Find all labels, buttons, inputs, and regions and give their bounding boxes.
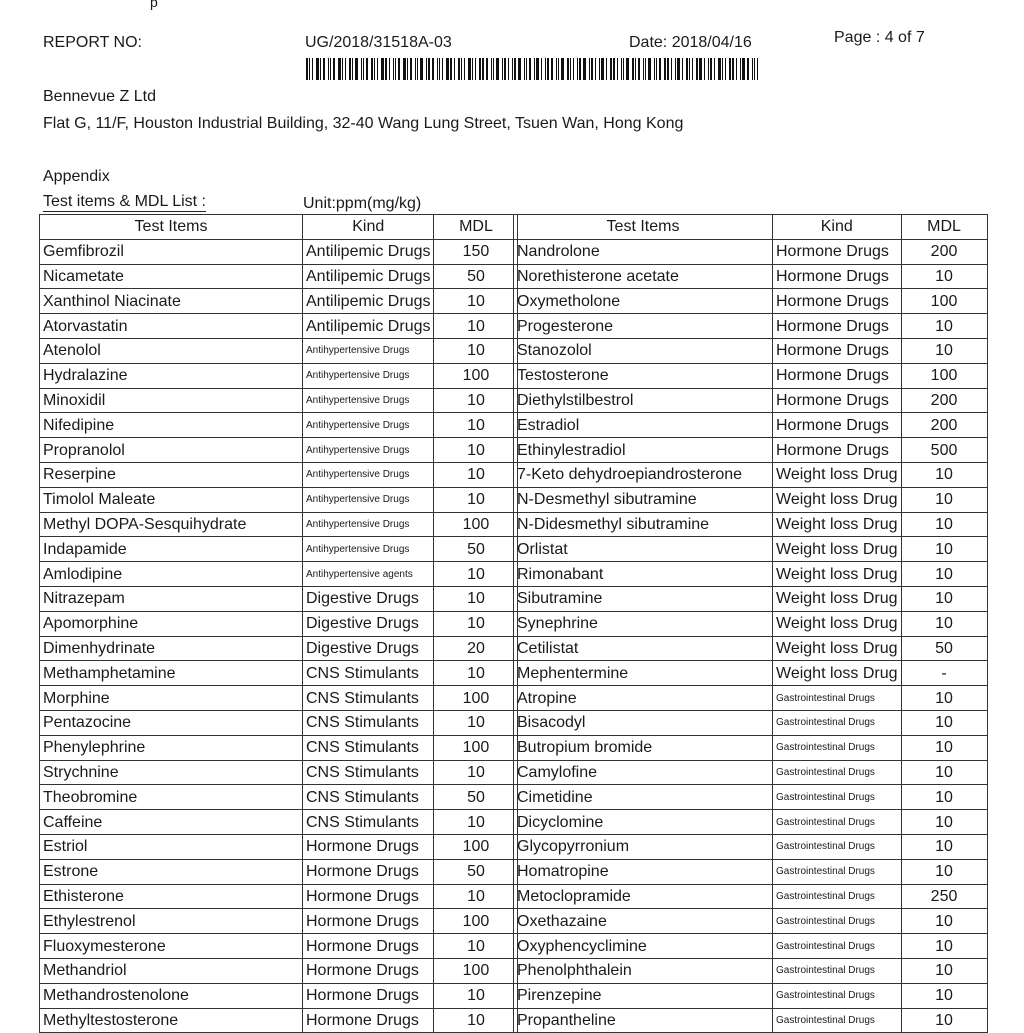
cell-test-item: Methandriol (40, 958, 303, 983)
cell-mdl: 200 (901, 239, 987, 264)
table-row (40, 859, 518, 884)
cell-mdl: 200 (901, 413, 987, 438)
table-row (40, 537, 518, 562)
cell-mdl: 100 (434, 512, 518, 537)
cell-mdl: 10 (901, 735, 987, 760)
cell-mdl: 10 (901, 314, 987, 339)
cell-mdl: 10 (901, 338, 987, 363)
table-row (40, 958, 518, 983)
cell-test-item: Ethinylestradiol (514, 438, 773, 463)
cell-test-item: Methyl DOPA-Sesquihydrate (40, 512, 303, 537)
cell-kind: Hormone Drugs (303, 958, 434, 983)
table-row (40, 983, 518, 1008)
cell-kind: Weight loss Drug (773, 562, 902, 587)
cell-mdl: 10 (901, 958, 987, 983)
table-row (40, 710, 518, 735)
cell-test-item: Pirenzepine (514, 983, 773, 1008)
cell-test-item: Estrone (40, 859, 303, 884)
table-row (514, 934, 988, 959)
cell-test-item: Propranolol (40, 438, 303, 463)
table-row (40, 785, 518, 810)
test-items-table-left (39, 214, 518, 1033)
cell-test-item: Atenolol (40, 338, 303, 363)
table-row (40, 562, 518, 587)
cell-mdl: 10 (434, 314, 518, 339)
cell-kind: Weight loss Drug (773, 586, 902, 611)
cell-kind: Digestive Drugs (303, 586, 434, 611)
table-row (514, 884, 988, 909)
cell-kind: Antilipemic Drugs (303, 264, 434, 289)
cell-kind: Hormone Drugs (303, 934, 434, 959)
table-row (40, 512, 518, 537)
cell-test-item: Strychnine (40, 760, 303, 785)
cell-test-item: 7-Keto dehydroepiandrosterone (514, 462, 773, 487)
table-row (514, 760, 988, 785)
cell-test-item: Propantheline (514, 1008, 773, 1033)
cell-kind: Hormone Drugs (303, 834, 434, 859)
cell-test-item: Dicyclomine (514, 810, 773, 835)
cell-mdl: 150 (434, 239, 518, 264)
table-row (40, 661, 518, 686)
table-row (40, 363, 518, 388)
cell-mdl: 10 (434, 983, 518, 1008)
cell-test-item: Cetilistat (514, 636, 773, 661)
cell-test-item: Methyltestosterone (40, 1008, 303, 1033)
cell-test-item: Morphine (40, 686, 303, 711)
table-row (514, 834, 988, 859)
table-row (514, 239, 988, 264)
table-row (514, 710, 988, 735)
table-row (514, 537, 988, 562)
cell-mdl: 100 (434, 909, 518, 934)
cell-test-item: Synephrine (514, 611, 773, 636)
cell-test-item: Metoclopramide (514, 884, 773, 909)
table-row (514, 958, 988, 983)
cell-mdl: 10 (901, 512, 987, 537)
cell-kind: Weight loss Drug (773, 487, 902, 512)
cell-kind: Antihypertensive Drugs (303, 413, 434, 438)
cell-kind: Gastrointestinal Drugs (773, 958, 902, 983)
cell-mdl: 100 (434, 363, 518, 388)
cell-kind: Hormone Drugs (773, 438, 902, 463)
cell-mdl: 10 (901, 264, 987, 289)
cell-mdl: 10 (901, 487, 987, 512)
cell-kind: Hormone Drugs (773, 363, 902, 388)
cell-kind: Hormone Drugs (773, 388, 902, 413)
cell-kind: CNS Stimulants (303, 661, 434, 686)
table-row (40, 289, 518, 314)
cell-mdl: 250 (901, 884, 987, 909)
table-row (514, 686, 988, 711)
cell-test-item: Estradiol (514, 413, 773, 438)
cell-mdl: 50 (434, 537, 518, 562)
cell-mdl: 10 (434, 1008, 518, 1033)
table-row (40, 934, 518, 959)
cell-mdl: 10 (901, 611, 987, 636)
cell-kind: Antihypertensive Drugs (303, 512, 434, 537)
cell-test-item: Testosterone (514, 363, 773, 388)
cell-mdl: 10 (434, 562, 518, 587)
company-name: Bennevue Z Ltd (43, 88, 156, 105)
table-row (40, 586, 518, 611)
table-row (40, 760, 518, 785)
cell-mdl: 50 (901, 636, 987, 661)
cell-kind: Weight loss Drug (773, 661, 902, 686)
cell-mdl: 10 (434, 413, 518, 438)
cell-test-item: Orlistat (514, 537, 773, 562)
cell-mdl: 10 (434, 760, 518, 785)
report-label: REPORT NO: (43, 34, 142, 51)
cell-test-item: Methamphetamine (40, 661, 303, 686)
cell-mdl: 200 (901, 388, 987, 413)
cell-test-item: Fluoxymesterone (40, 934, 303, 959)
cell-mdl: 10 (901, 909, 987, 934)
table-row (40, 487, 518, 512)
table-row (514, 810, 988, 835)
table-row (40, 338, 518, 363)
cell-kind: Hormone Drugs (773, 314, 902, 339)
cell-mdl: 10 (901, 686, 987, 711)
cell-mdl: 20 (434, 636, 518, 661)
cell-test-item: Rimonabant (514, 562, 773, 587)
cell-test-item: Pentazocine (40, 710, 303, 735)
cell-mdl: 10 (901, 537, 987, 562)
cell-test-item: Oxyphencyclimine (514, 934, 773, 959)
table-row (40, 686, 518, 711)
report-number: UG/2018/31518A-03 (305, 34, 452, 51)
cell-mdl: 100 (434, 735, 518, 760)
unit-label: Unit:ppm(mg/kg) (303, 195, 422, 212)
cell-kind: Hormone Drugs (303, 884, 434, 909)
table-row (514, 413, 988, 438)
cell-mdl: 10 (434, 710, 518, 735)
cell-kind: Hormone Drugs (773, 264, 902, 289)
cell-kind: Hormone Drugs (773, 413, 902, 438)
cell-test-item: Theobromine (40, 785, 303, 810)
top-cut-text: p (150, 0, 158, 10)
cell-kind: CNS Stimulants (303, 710, 434, 735)
table-row (514, 785, 988, 810)
cell-kind: Antihypertensive agents (303, 562, 434, 587)
cell-test-item: Homatropine (514, 859, 773, 884)
cell-test-item: Phenylephrine (40, 735, 303, 760)
cell-mdl: 10 (901, 760, 987, 785)
cell-kind: Antihypertensive Drugs (303, 338, 434, 363)
column-header-test-items: Test Items (40, 215, 303, 240)
cell-kind: CNS Stimulants (303, 686, 434, 711)
cell-kind: Gastrointestinal Drugs (773, 1008, 902, 1033)
cell-test-item: Oxymetholone (514, 289, 773, 314)
cell-test-item: Hydralazine (40, 363, 303, 388)
cell-mdl: 10 (434, 810, 518, 835)
cell-test-item: Bisacodyl (514, 710, 773, 735)
cell-mdl: 10 (434, 289, 518, 314)
cell-test-item: Nitrazepam (40, 586, 303, 611)
cell-kind: Antihypertensive Drugs (303, 537, 434, 562)
column-header-mdl: MDL (434, 215, 518, 240)
cell-mdl: 10 (901, 710, 987, 735)
table-row (40, 611, 518, 636)
cell-test-item: Cimetidine (514, 785, 773, 810)
table-row (514, 264, 988, 289)
cell-kind: Weight loss Drug (773, 512, 902, 537)
table-row (514, 586, 988, 611)
cell-mdl: 100 (434, 958, 518, 983)
cell-test-item: Ethylestrenol (40, 909, 303, 934)
table-row (40, 810, 518, 835)
cell-test-item: Butropium bromide (514, 735, 773, 760)
cell-mdl: 100 (434, 686, 518, 711)
table-row (514, 438, 988, 463)
cell-mdl: 10 (901, 859, 987, 884)
cell-test-item: Sibutramine (514, 586, 773, 611)
column-header-kind: Kind (303, 215, 434, 240)
table-row (40, 413, 518, 438)
cell-kind: Antihypertensive Drugs (303, 462, 434, 487)
cell-kind: Gastrointestinal Drugs (773, 735, 902, 760)
table-row (514, 512, 988, 537)
table-row (40, 314, 518, 339)
cell-mdl: 50 (434, 785, 518, 810)
cell-test-item: Camylofine (514, 760, 773, 785)
table-row (514, 289, 988, 314)
cell-kind: Antilipemic Drugs (303, 314, 434, 339)
cell-mdl: - (901, 661, 987, 686)
table-row (514, 636, 988, 661)
cell-test-item: Progesterone (514, 314, 773, 339)
cell-test-item: Ethisterone (40, 884, 303, 909)
cell-mdl: 10 (901, 934, 987, 959)
cell-test-item: Nifedipine (40, 413, 303, 438)
test-items-table-right (513, 214, 988, 1033)
table-row (514, 661, 988, 686)
report-date: Date: 2018/04/16 (629, 34, 752, 51)
table-row (514, 388, 988, 413)
cell-mdl: 10 (901, 586, 987, 611)
cell-kind: CNS Stimulants (303, 810, 434, 835)
cell-test-item: Mephentermine (514, 661, 773, 686)
table-header-row (40, 215, 518, 240)
cell-kind: Gastrointestinal Drugs (773, 909, 902, 934)
cell-kind: Antilipemic Drugs (303, 239, 434, 264)
cell-kind: Digestive Drugs (303, 636, 434, 661)
cell-test-item: Norethisterone acetate (514, 264, 773, 289)
page-number: Page : 4 of 7 (834, 29, 925, 46)
barcode-image (306, 58, 764, 80)
cell-mdl: 500 (901, 438, 987, 463)
cell-mdl: 10 (434, 934, 518, 959)
table-row (40, 388, 518, 413)
cell-kind: Antihypertensive Drugs (303, 363, 434, 388)
cell-test-item: Dimenhydrinate (40, 636, 303, 661)
cell-kind: Weight loss Drug (773, 611, 902, 636)
cell-test-item: Nicametate (40, 264, 303, 289)
company-address: Flat G, 11/F, Houston Industrial Building, 32-40 Wang Lung Street, Tsuen Wan, Hong Kong (43, 115, 684, 132)
table-row (40, 834, 518, 859)
table-row (40, 264, 518, 289)
cell-kind: Gastrointestinal Drugs (773, 884, 902, 909)
cell-mdl: 10 (901, 983, 987, 1008)
column-header-mdl: MDL (901, 215, 987, 240)
cell-mdl: 10 (434, 388, 518, 413)
cell-mdl: 10 (434, 462, 518, 487)
cell-test-item: Stanozolol (514, 338, 773, 363)
cell-kind: Weight loss Drug (773, 636, 902, 661)
cell-test-item: Timolol Maleate (40, 487, 303, 512)
cell-mdl: 10 (434, 438, 518, 463)
column-header-kind: Kind (773, 215, 902, 240)
cell-kind: Antihypertensive Drugs (303, 388, 434, 413)
cell-test-item: Phenolphthalein (514, 958, 773, 983)
cell-test-item: Gemfibrozil (40, 239, 303, 264)
table-row (40, 884, 518, 909)
table-row (514, 462, 988, 487)
cell-mdl: 10 (901, 834, 987, 859)
table-row (40, 239, 518, 264)
table-row (40, 438, 518, 463)
cell-kind: CNS Stimulants (303, 760, 434, 785)
cell-test-item: Apomorphine (40, 611, 303, 636)
cell-test-item: Atropine (514, 686, 773, 711)
cell-test-item: Minoxidil (40, 388, 303, 413)
cell-kind: Digestive Drugs (303, 611, 434, 636)
cell-mdl: 10 (434, 338, 518, 363)
cell-mdl: 100 (901, 363, 987, 388)
cell-test-item: N-Desmethyl sibutramine (514, 487, 773, 512)
cell-mdl: 10 (434, 661, 518, 686)
table-row (514, 611, 988, 636)
cell-mdl: 10 (434, 611, 518, 636)
cell-kind: Gastrointestinal Drugs (773, 785, 902, 810)
cell-mdl: 10 (434, 884, 518, 909)
cell-test-item: Indapamide (40, 537, 303, 562)
cell-kind: Gastrointestinal Drugs (773, 686, 902, 711)
cell-kind: Gastrointestinal Drugs (773, 760, 902, 785)
table-row (514, 909, 988, 934)
cell-kind: Hormone Drugs (303, 859, 434, 884)
cell-kind: Hormone Drugs (303, 1008, 434, 1033)
cell-test-item: Atorvastatin (40, 314, 303, 339)
cell-kind: Hormone Drugs (773, 289, 902, 314)
table-row (514, 562, 988, 587)
table-row (514, 487, 988, 512)
cell-kind: Hormone Drugs (303, 909, 434, 934)
cell-kind: Gastrointestinal Drugs (773, 834, 902, 859)
table-row (514, 859, 988, 884)
cell-kind: Gastrointestinal Drugs (773, 934, 902, 959)
cell-kind: CNS Stimulants (303, 785, 434, 810)
cell-test-item: Amlodipine (40, 562, 303, 587)
table-row (40, 909, 518, 934)
appendix-heading: Appendix (43, 168, 110, 185)
cell-test-item: Xanthinol Niacinate (40, 289, 303, 314)
cell-kind: Hormone Drugs (303, 983, 434, 1008)
table-row (514, 735, 988, 760)
cell-test-item: Estriol (40, 834, 303, 859)
table-row (40, 1008, 518, 1033)
cell-test-item: Reserpine (40, 462, 303, 487)
cell-test-item: Oxethazaine (514, 909, 773, 934)
cell-kind: Gastrointestinal Drugs (773, 710, 902, 735)
cell-kind: Gastrointestinal Drugs (773, 810, 902, 835)
cell-mdl: 10 (901, 810, 987, 835)
cell-test-item: Methandrostenolone (40, 983, 303, 1008)
table-row (514, 338, 988, 363)
cell-mdl: 10 (434, 586, 518, 611)
cell-kind: Antilipemic Drugs (303, 289, 434, 314)
cell-test-item: N-Didesmethyl sibutramine (514, 512, 773, 537)
cell-kind: CNS Stimulants (303, 735, 434, 760)
cell-kind: Gastrointestinal Drugs (773, 859, 902, 884)
column-header-test-items: Test Items (514, 215, 773, 240)
table-row (514, 314, 988, 339)
cell-mdl: 100 (434, 834, 518, 859)
table-row (40, 735, 518, 760)
cell-mdl: 10 (901, 1008, 987, 1033)
list-title: Test items & MDL List : (43, 193, 206, 210)
table-row (514, 1008, 988, 1033)
table-header-row (514, 215, 988, 240)
cell-mdl: 10 (901, 785, 987, 810)
cell-kind: Antihypertensive Drugs (303, 438, 434, 463)
table-row (40, 636, 518, 661)
table-row (514, 363, 988, 388)
cell-test-item: Nandrolone (514, 239, 773, 264)
cell-mdl: 10 (901, 462, 987, 487)
cell-kind: Antihypertensive Drugs (303, 487, 434, 512)
cell-kind: Weight loss Drug (773, 537, 902, 562)
cell-mdl: 100 (901, 289, 987, 314)
table-row (514, 983, 988, 1008)
cell-test-item: Glycopyrronium (514, 834, 773, 859)
cell-test-item: Diethylstilbestrol (514, 388, 773, 413)
cell-test-item: Caffeine (40, 810, 303, 835)
cell-kind: Hormone Drugs (773, 239, 902, 264)
cell-mdl: 10 (434, 487, 518, 512)
table-row (40, 462, 518, 487)
cell-mdl: 10 (901, 562, 987, 587)
cell-kind: Hormone Drugs (773, 338, 902, 363)
cell-mdl: 50 (434, 264, 518, 289)
cell-kind: Weight loss Drug (773, 462, 902, 487)
cell-kind: Gastrointestinal Drugs (773, 983, 902, 1008)
cell-mdl: 50 (434, 859, 518, 884)
